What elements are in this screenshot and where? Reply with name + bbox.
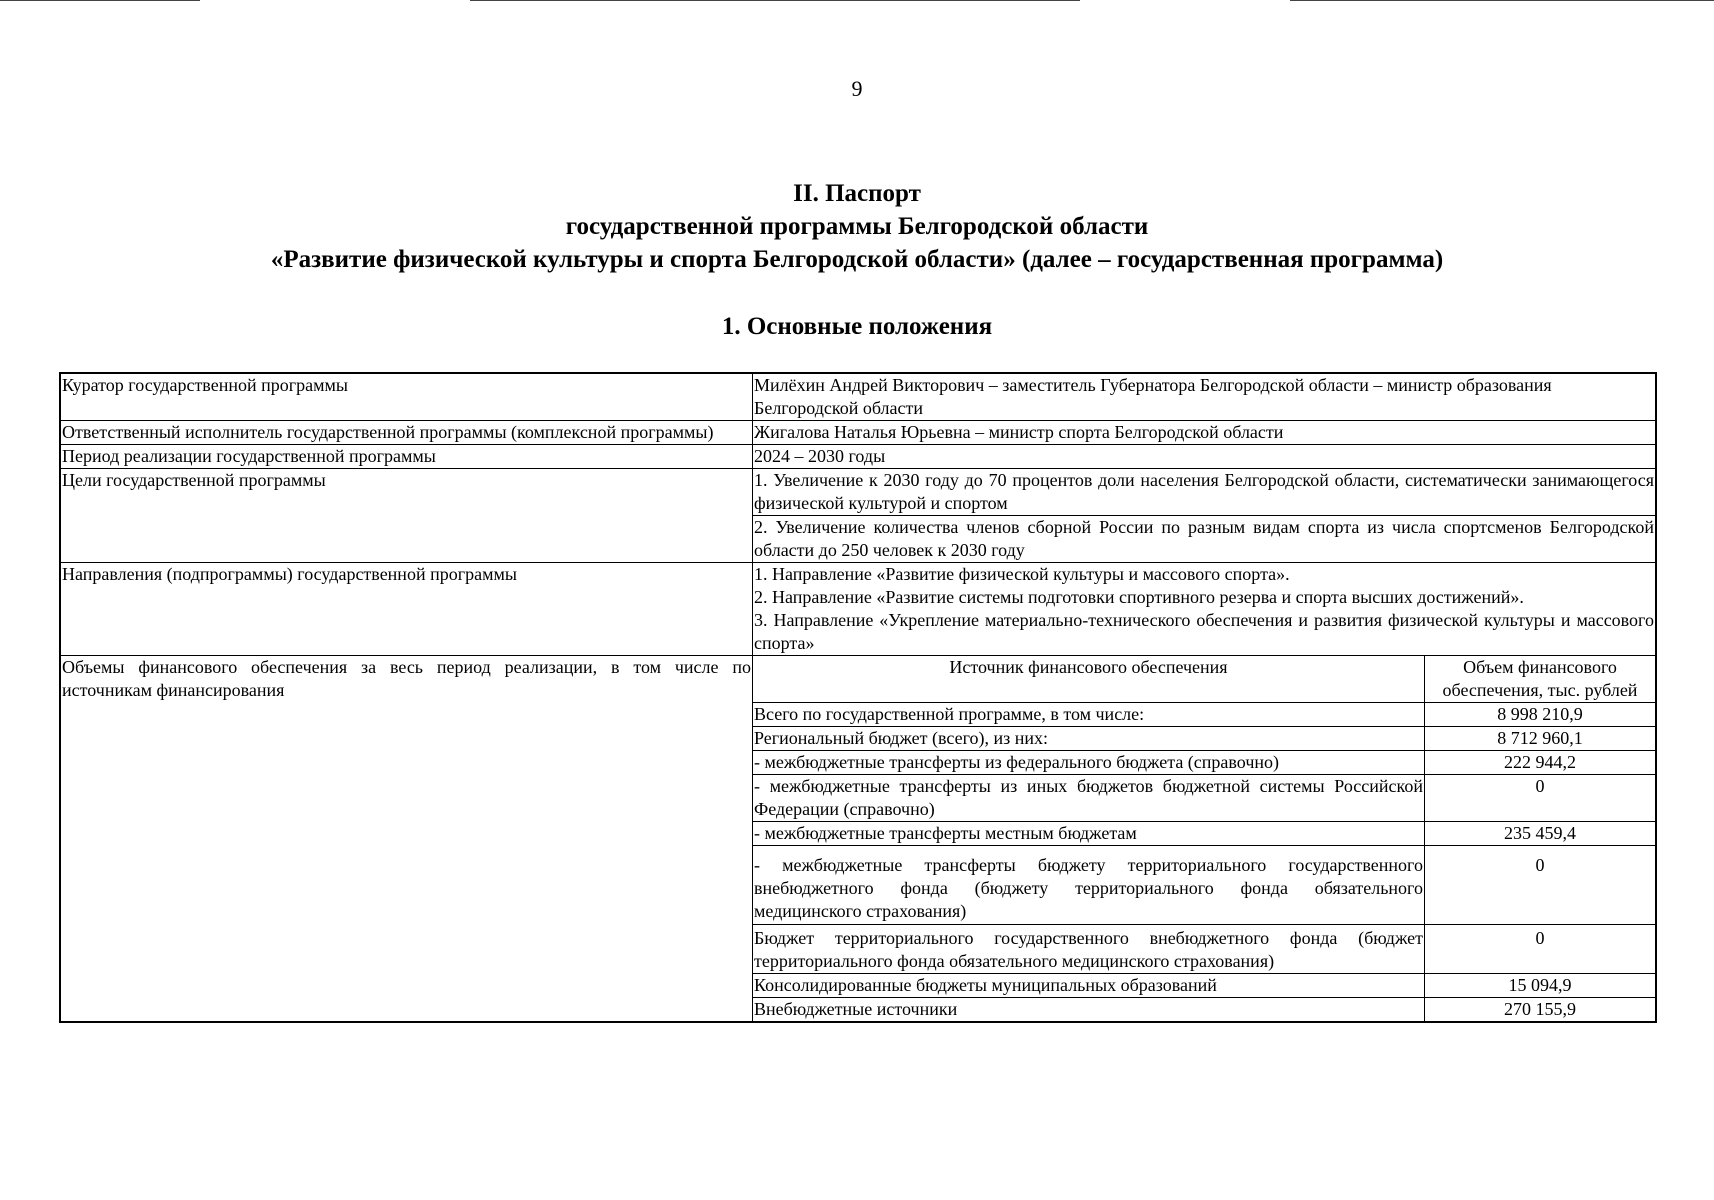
period-value: 2024 – 2030 годы xyxy=(753,445,1657,469)
direction-item: 2. Направление «Развитие системы подготовки спортивного резерва и спорта высших достижений». xyxy=(754,587,1524,607)
financing-source: Консолидированные бюджеты муниципальных образований xyxy=(753,974,1425,998)
period-label: Период реализации государственной программы xyxy=(60,445,753,469)
financing-label: Объемы финансового обеспечения за весь период реализации, в том числе по источникам финансирования xyxy=(60,656,753,1023)
row-curator xyxy=(60,373,1656,421)
financing-header-amount: Объем финансового обеспечения, тыс. рублей xyxy=(1425,656,1656,703)
financing-amount: 270 155,9 xyxy=(1425,998,1656,1022)
financing-value xyxy=(753,656,1657,1023)
goal-item: 2. Увеличение количества членов сборной России по разным видам спорта из числа спортсменов Белгородской области до 250 человек к 2030 году xyxy=(754,517,1654,560)
document-title xyxy=(0,177,1714,276)
financing-header-source: Источник финансового обеспечения xyxy=(753,656,1425,703)
financing-row xyxy=(753,775,1655,822)
financing-row xyxy=(753,974,1655,998)
executor-label: Ответственный исполнитель государственной программы (комплексной программы) xyxy=(60,421,753,445)
financing-source: Всего по государственной программе, в том числе: xyxy=(753,703,1425,727)
section-title: 1. Основные положения xyxy=(721,313,993,340)
financing-row xyxy=(753,727,1655,751)
scan-edge-line-center xyxy=(470,0,1080,1)
financing-row xyxy=(753,703,1655,727)
financing-amount: 0 xyxy=(1425,775,1656,822)
financing-source: Бюджет территориального государственного внебюджетного фонда (бюджет территориального фонда обязательного медицинского страхования) xyxy=(753,925,1425,974)
financing-source: - межбюджетные трансферты из федерального бюджета (справочно) xyxy=(753,751,1425,775)
passport-table xyxy=(59,372,1657,1023)
title-line-3: «Развитие физической культуры и спорта Белгородской области» (далее – государственная программа) xyxy=(270,246,1444,273)
row-goals xyxy=(60,469,1656,563)
financing-amount: 222 944,2 xyxy=(1425,751,1656,775)
financing-row xyxy=(753,751,1655,775)
row-executor xyxy=(60,421,1656,445)
row-directions xyxy=(60,563,1656,656)
financing-amount: 8 712 960,1 xyxy=(1425,727,1656,751)
title-line-1: II. Паспорт xyxy=(793,180,921,207)
row-financing xyxy=(60,656,1656,1023)
direction-item: 1. Направление «Развитие физической культуры и массового спорта». xyxy=(754,564,1290,584)
financing-row xyxy=(753,925,1655,974)
financing-source: - межбюджетные трансферты местным бюджетам xyxy=(753,822,1425,846)
financing-row xyxy=(753,846,1655,925)
directions-value xyxy=(753,563,1657,656)
goals-label: Цели государственной программы xyxy=(60,469,753,563)
executor-value: Жигалова Наталья Юрьевна – министр спорта Белгородской области xyxy=(753,421,1657,445)
direction-item: 3. Направление «Укрепление материально-технического обеспечения и развития физической культуры и массового спорта» xyxy=(754,610,1654,653)
financing-amount: 235 459,4 xyxy=(1425,822,1656,846)
goal-item: 1. Увеличение к 2030 году до 70 процентов доли населения Белгородской области, систематически занимающегося физической культурой и спортом xyxy=(753,469,1655,516)
financing-header-row xyxy=(753,656,1655,703)
financing-source: Внебюджетные источники xyxy=(753,998,1425,1022)
scan-edge-line-right xyxy=(1290,0,1714,1)
financing-source: Региональный бюджет (всего), из них: xyxy=(753,727,1425,751)
directions-label: Направления (подпрограммы) государственной программы xyxy=(60,563,753,656)
financing-table xyxy=(753,656,1655,1021)
scan-edge-line-left xyxy=(0,0,200,1)
row-period xyxy=(60,445,1656,469)
goals-value xyxy=(753,469,1657,563)
financing-source: - межбюджетные трансферты бюджету территориального государственного внебюджетного фонда (бюджету территориального фонда обязательного медицинского страхования) xyxy=(753,846,1425,925)
financing-row xyxy=(753,822,1655,846)
financing-amount: 0 xyxy=(1425,925,1656,974)
financing-source: - межбюджетные трансферты из иных бюджетов бюджетной системы Российской Федерации (справочно) xyxy=(753,775,1425,822)
curator-label: Куратор государственной программы xyxy=(60,373,753,421)
title-line-2: государственной программы Белгородской области xyxy=(565,213,1149,240)
curator-value: Милёхин Андрей Викторович – заместитель Губернатора Белгородской области – министр образования Белгородской области xyxy=(753,373,1657,421)
page-number: 9 xyxy=(851,76,863,101)
financing-row xyxy=(753,998,1655,1022)
financing-amount: 8 998 210,9 xyxy=(1425,703,1656,727)
financing-amount: 15 094,9 xyxy=(1425,974,1656,998)
financing-amount: 0 xyxy=(1425,846,1656,925)
